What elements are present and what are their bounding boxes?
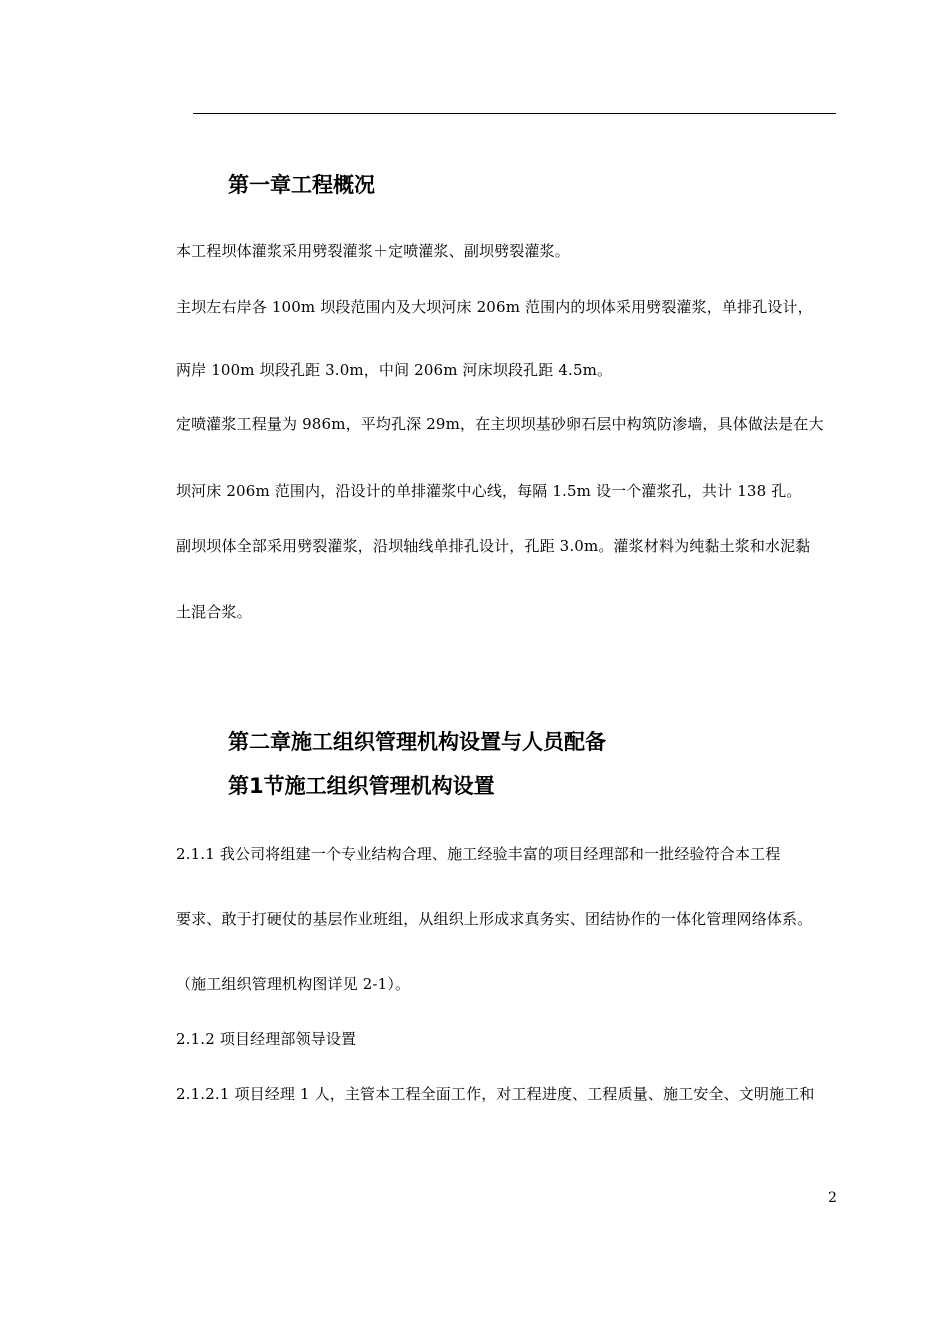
header-rule xyxy=(193,113,836,114)
page-number: 2 xyxy=(828,1190,837,1206)
chapter1-title: 第一章工程概况 xyxy=(228,173,375,197)
chapter1-line-6: 副坝坝体全部采用劈裂灌浆，沿坝轴线单排孔设计，孔距 3.0m。灌浆材料为纯黏土浆和水泥黏 xyxy=(176,537,811,555)
chapter2-line-4: 2.1.2 项目经理部领导设置 xyxy=(176,1030,357,1048)
chapter2-title: 第二章施工组织管理机构设置与人员配备 xyxy=(228,730,606,754)
chapter1-line-2: 主坝左右岸各 100m 坝段范围内及大坝河床 206m 范围内的坝体采用劈裂灌浆，单排孔设计， xyxy=(176,298,813,316)
chapter1-line-5: 坝河床 206m 范围内，沿设计的单排灌浆中心线，每隔 1.5m 设一个灌浆孔，共计 138 孔。 xyxy=(176,482,802,500)
chapter2-line-3: （施工组织管理机构图详见 2-1）。 xyxy=(176,975,411,993)
chapter2-line-1: 2.1.1 我公司将组建一个专业结构合理、施工经验丰富的项目经理部和一批经验符合本工程 xyxy=(176,845,781,863)
section-title: 第1节施工组织管理机构设置 xyxy=(228,774,495,798)
chapter1-line-7: 土混合浆。 xyxy=(176,603,252,621)
chapter1-line-3: 两岸 100m 坝段孔距 3.0m，中间 206m 河床坝段孔距 4.5m。 xyxy=(176,361,613,379)
chapter2-line-5: 2.1.2.1 项目经理 1 人，主管本工程全面工作，对工程进度、工程质量、施工安全、文明施工和 xyxy=(176,1085,815,1103)
chapter2-line-2: 要求、敢于打硬仗的基层作业班组，从组织上形成求真务实、团结协作的一体化管理网络体系。 xyxy=(176,910,813,928)
chapter1-line-1: 本工程坝体灌浆采用劈裂灌浆＋定喷灌浆、副坝劈裂灌浆。 xyxy=(176,242,570,260)
chapter1-line-4: 定喷灌浆工程量为 986m，平均孔深 29m，在主坝坝基砂卵石层中构筑防渗墙，具体做法是在大 xyxy=(176,415,824,433)
